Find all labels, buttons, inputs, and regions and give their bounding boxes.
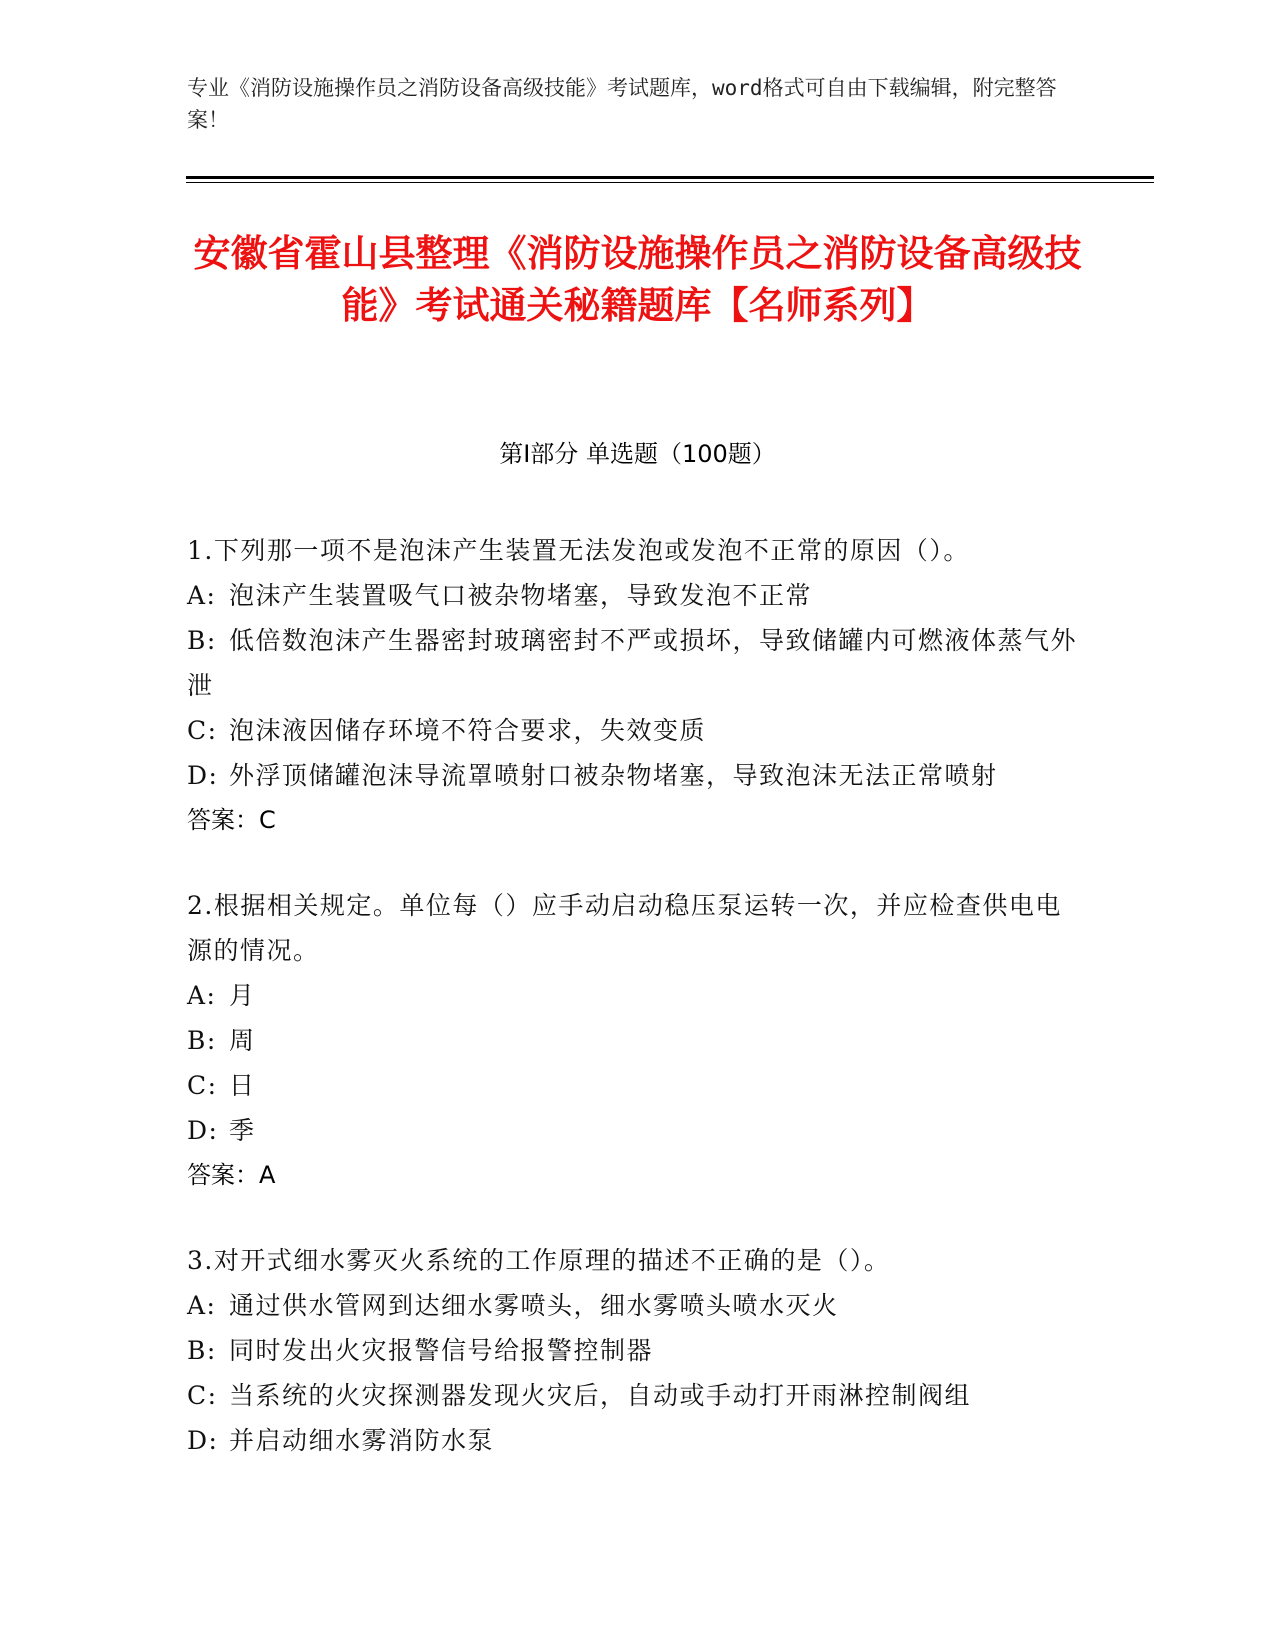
option-text: 季	[229, 1116, 256, 1145]
option-key: A:	[187, 981, 217, 1010]
question-2	[187, 883, 1077, 1198]
question-3-option-d	[187, 1418, 1077, 1463]
option-text: 通过供水管网到达细水雾喷头，细水雾喷头喷水灭火	[229, 1291, 839, 1320]
question-2-option-d	[187, 1108, 1077, 1153]
option-text: 泡沫产生装置吸气口被杂物堵塞，导致发泡不正常	[229, 581, 813, 610]
question-2-answer	[187, 1153, 1077, 1198]
question-1-option-b	[187, 618, 1077, 708]
option-text: 当系统的火灾探测器发现火灾后，自动或手动打开雨淋控制阀组	[229, 1381, 972, 1410]
answer-label: 答案：	[187, 1161, 259, 1189]
question-3-option-a	[187, 1283, 1077, 1328]
header-rule-thin	[186, 182, 1154, 183]
option-key: C:	[187, 1381, 218, 1410]
question-1-answer	[187, 798, 1077, 843]
answer-value: A	[259, 1161, 276, 1189]
question-3-option-b	[187, 1328, 1077, 1373]
question-1-option-a	[187, 573, 1077, 618]
option-key: D:	[187, 1426, 219, 1455]
option-key: D:	[187, 1116, 219, 1145]
question-3-option-c	[187, 1373, 1077, 1418]
option-key: B:	[187, 1336, 217, 1365]
question-2-text: 2.根据相关规定。单位每（）应手动启动稳压泵运转一次，并应检查供电电源的情况。	[187, 891, 1062, 965]
option-text: 泡沫液因储存环境不符合要求，失效变质	[229, 716, 707, 745]
option-text: 低倍数泡沫产生器密封玻璃密封不严或损坏，导致储罐内可燃液体蒸气外泄	[187, 626, 1078, 700]
question-1-option-c	[187, 708, 1077, 753]
section-title: 第I部分 单选题（100题）	[499, 440, 776, 468]
option-key: B:	[187, 626, 217, 655]
question-1-text: 1.下列那一项不是泡沫产生装置无法发泡或发泡不正常的原因（）。	[187, 536, 970, 565]
option-text: 月	[229, 981, 256, 1010]
answer-value: C	[259, 806, 276, 834]
question-2-option-a	[187, 973, 1077, 1018]
option-key: C:	[187, 716, 218, 745]
question-3	[187, 1238, 1077, 1463]
question-2-option-c	[187, 1063, 1077, 1108]
question-1	[187, 528, 1077, 843]
option-key: B:	[187, 1026, 217, 1055]
option-key: A:	[187, 581, 217, 610]
option-text: 同时发出火灾报警信号给报警控制器	[229, 1336, 654, 1365]
option-key: A:	[187, 1291, 217, 1320]
header-rule-thick	[186, 176, 1154, 179]
header-note: 专业《消防设施操作员之消防设备高级技能》考试题库，word格式可自由下载编辑，附完整答案！	[187, 76, 1057, 132]
option-text: 并启动细水雾消防水泵	[229, 1426, 495, 1455]
question-2-option-b	[187, 1018, 1077, 1063]
option-key: C:	[187, 1071, 218, 1100]
question-1-option-d	[187, 753, 1077, 798]
question-3-text: 3.对开式细水雾灭火系统的工作原理的描述不正确的是（）。	[187, 1246, 891, 1275]
option-text: 周	[229, 1026, 256, 1055]
option-text: 外浮顶储罐泡沫导流罩喷射口被杂物堵塞，导致泡沫无法正常喷射	[229, 761, 998, 790]
answer-label: 答案：	[187, 806, 259, 834]
option-key: D:	[187, 761, 219, 790]
question-list	[187, 528, 1077, 1503]
document-title: 安徽省霍山县整理《消防设施操作员之消防设备高级技能》考试通关秘籍题库【名师系列】	[193, 232, 1082, 327]
option-text: 日	[229, 1071, 256, 1100]
